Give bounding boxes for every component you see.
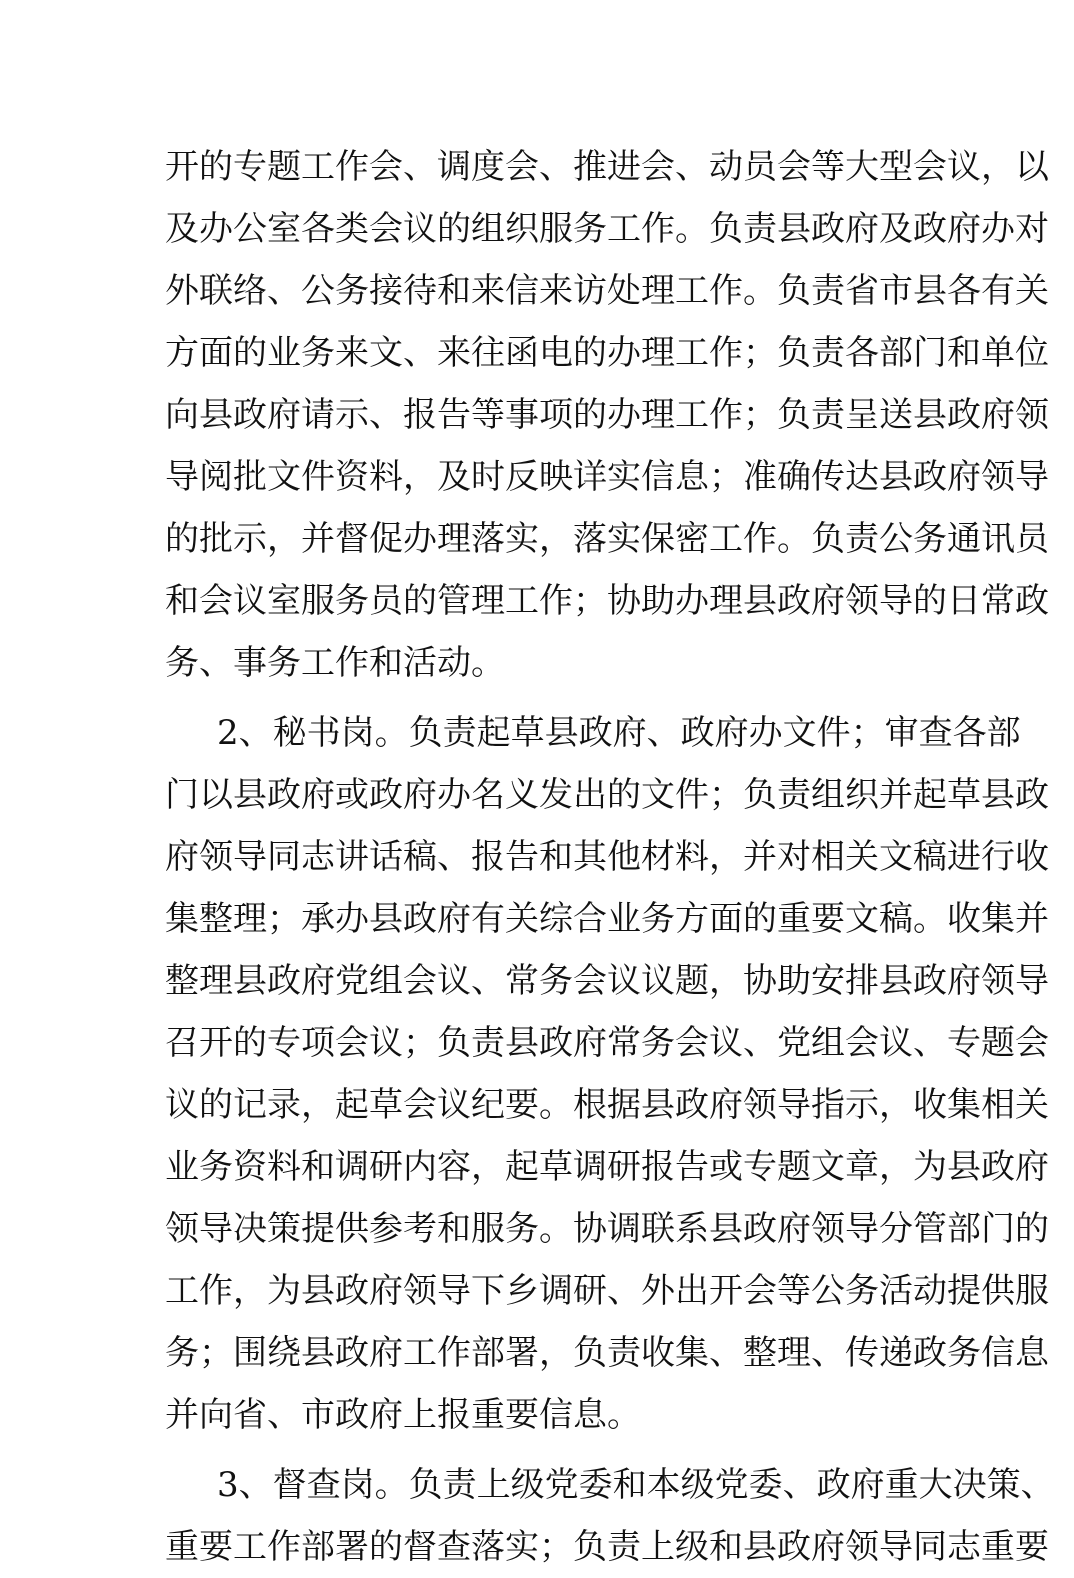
text-line: 集整理；承办县政府有关综合业务方面的重要文稿。收集并 [165,899,1049,939]
text-line: 召开的专项会议；负责县政府常务会议、党组会议、专题会 [165,1023,1049,1063]
text-line: 导阅批文件资料，及时反映详实信息；准确传达县政府领导 [165,457,1049,497]
text-line: 整理县政府党组会议、常务会议议题，协助安排县政府领导 [165,961,1049,1001]
text-line: 的批示，并督促办理落实，落实保密工作。负责公务通讯员 [165,519,1049,559]
text-line: 务、事务工作和活动。 [165,643,505,683]
paragraph-3-supervision-post [165,1454,1055,1578]
text-line: 外联络、公务接待和来信来访处理工作。负责省市县各有关 [165,271,1049,311]
text-line: 2、秘书岗。负责起草县政府、政府办文件；审查各部 [217,713,1021,753]
text-line: 重要工作部署的督查落实；负责上级和县政府领导同志重要 [165,1527,1049,1567]
text-line: 务；围绕县政府工作部署，负责收集、整理、传递政务信息 [165,1333,1049,1373]
text-line: 开的专题工作会、调度会、推进会、动员会等大型会议，以 [165,147,1049,187]
text-line: 工作，为县政府领导下乡调研、外出开会等公务活动提供服 [165,1271,1049,1311]
text-line: 领导决策提供参考和服务。协调联系县政府领导分管部门的 [165,1209,1049,1249]
text-line: 及办公室各类会议的组织服务工作。负责县政府及政府办对 [165,209,1049,249]
text-line: 议的记录，起草会议纪要。根据县政府领导指示，收集相关 [165,1085,1049,1125]
text-line: 方面的业务来文、来往函电的办理工作；负责各部门和单位 [165,333,1049,373]
text-line: 并向省、市政府上报重要信息。 [165,1395,641,1435]
text-line: 门以县政府或政府办名义发出的文件；负责组织并起草县政 [165,775,1049,815]
text-line: 府领导同志讲话稿、报告和其他材料，并对相关文稿进行收 [165,837,1049,877]
text-line: 向县政府请示、报告等事项的办理工作；负责呈送县政府领 [165,395,1049,435]
paragraph-2-secretary-post [165,702,1049,1446]
text-line: 业务资料和调研内容，起草调研报告或专题文章，为县政府 [165,1147,1049,1187]
text-line: 3、督查岗。负责上级党委和本级党委、政府重大决策、 [217,1465,1055,1505]
paragraph-1 [165,136,1049,694]
document-body [165,136,1055,1578]
text-line: 和会议室服务员的管理工作；协助办理县政府领导的日常政 [165,581,1049,621]
